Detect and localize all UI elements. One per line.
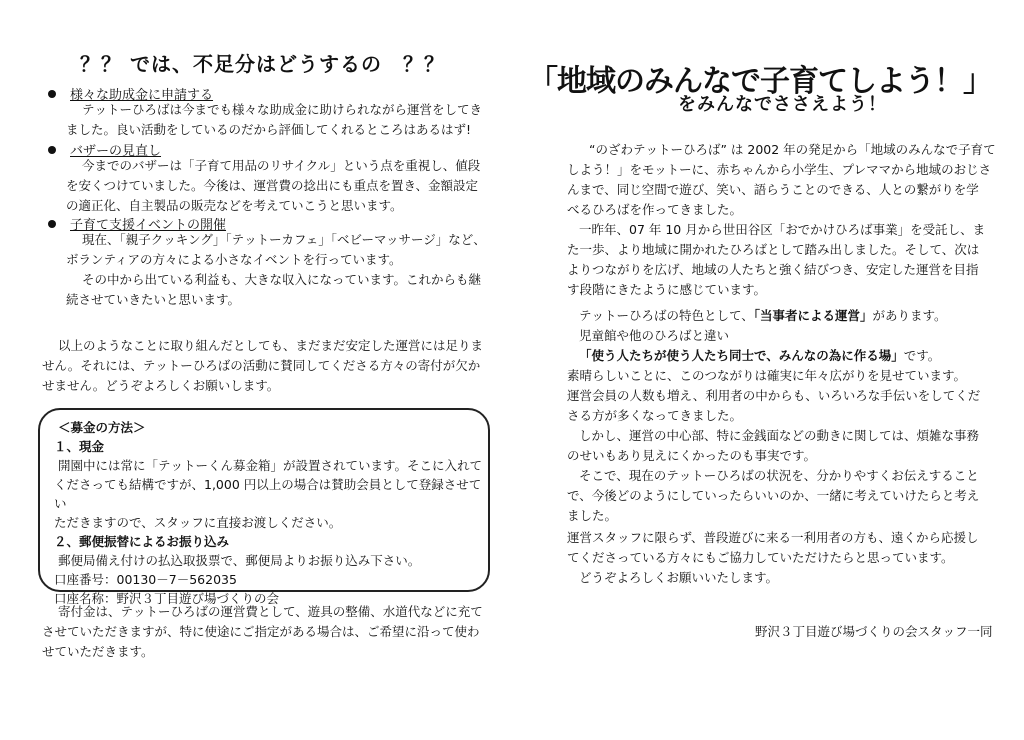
bullet-heading: 様々な助成金に申請する (70, 88, 214, 103)
paragraph: 今までのバザーは「子育て用品のリサイクル」という点を重視し、値段 を安くつけていました。今後は、運営費の捻出にも重点を置き、金額設定 の適正化、自主製品の販売などを考えていこうと思います。 (66, 158, 481, 213)
closing-paragraph: 以上のようなことに取り組んだとしても、まだまだ安定した運営には足りま せん。それには、テットーひろばの活動に賛同してくださる方々の寄付が欠か せません。どうぞよろしくお願いします。 (42, 338, 484, 393)
account-name: 口座名称：野沢３丁目遊び場づくりの会 (54, 591, 280, 606)
emphasis-text: 「当事者による運営」 (753, 308, 873, 323)
emphasis-text: 「使う人たちが使う人たち同士で、みんなの為に作る場」 (579, 348, 904, 363)
section-title: ？？ では、不足分はどうするの ？？ (80, 52, 445, 76)
bullet-dot-icon (48, 146, 56, 154)
cash-heading: １、現金 (54, 439, 105, 454)
intro-paragraph: “のざわテットーひろば” は 2002 年の発足から「地域のみんなで子育て しよう！」をモットーに、赤ちゃんから小学生、プレママから地域のおじさ んまで、同じ空間で遊び、笑い、語らうことのできる、人との繋がりを学 べるひろばを作ってきました。 一昨年、07 年 10 月から世田谷区「おでかけひろば事業」を受託し、ま た一歩、より地域に開かれたひろばとして踏み出しました。そして、次は よりつながりを広げ、地域の人たちと強く結びつき、安定した運営を目指 す段階にきたように感じています。 (567, 142, 996, 297)
account-number: 口座番号：00130－7－562035 (54, 572, 237, 587)
paragraph: テットーひろばは今までも様々な助成金に助けられながら運営をしてき ました。良い活動をしているのだから評価してくれるところはあるはず! (66, 102, 483, 137)
donation-method-box: ＜募金の方法＞ １、現金 開園中には常に「テットーくん募金箱」が設置されています。そこに入れて くださっても結構ですが、1,000 円以上の場合は賛助会員として登録させてい ただきますので、スタッフに直接お渡しください。 ２、郵便振替によるお振り込み 郵便局備え付けの払込取扱票で、郵便局よりお振り込み下さい。 口座番号：00130－7－562035 口座名称：野沢３丁目遊び場づくりの会 (38, 408, 490, 592)
paragraph: 現在、「親子クッキング」「テットーカフェ」「ベビーマッサージ」など、 ボランティアの方々による小さなイベントを行っています。 その中から出ている利益も、大きな収入になっています。これからも継 続させていきたいと思います。 (66, 232, 486, 307)
right-page (512, 0, 1024, 740)
signature: 野沢３丁目遊び場づくりの会スタッフ一同 (755, 624, 993, 639)
bullet-dot-icon (48, 90, 56, 98)
donation-method-title: ＜募金の方法＞ (58, 420, 146, 435)
footer-paragraph: 寄付金は、テットーひろばの運営費として、遊具の整備、水道代などに充て させていただきますが、特に使途にご指定がある場合は、ご希望に沿って使わ せていただきます。 (42, 604, 483, 659)
subtitle: をみんなでささえよう！ (678, 94, 887, 115)
bullet-heading: 子育て支援イベントの開催 (70, 218, 227, 233)
bullet-heading: バザーの見直し (70, 144, 162, 159)
feature-paragraph: テットーひろばの特色として、「当事者による運営」があります。 児童館や他のひろばと違い 「使う人たちが使う人たち同士で、みんなの為に作る場」です。 素晴らしいことに、このつながりは確実に年々広がりを見せています。 運営会員の人数も増え、利用者の中からも、いろいろな手伝いをしてくだ さる方が多くなってきました。 しかし、運営の中心部、特に金銭面などの動きに関しては、煩雑な事務 のせいもあり見えにくかったのも事実です。 そこで、現在のテットーひろばの状況を、分かりやすくお伝えすること で、今後どのようにしていったらいいのか、一緒に考えていけたらと考え ました。 (567, 308, 981, 523)
bullet-dot-icon (48, 220, 56, 228)
main-title: 「地域のみんなで子育てしよう！」 (528, 64, 992, 99)
closing-paragraph: 運営スタッフに限らず、普段遊びに来る一利用者の方も、遠くから応援し てくださっている方々にもご協力していただけたらと思っています。 どうぞよろしくお願いいたします。 (567, 530, 979, 585)
postal-transfer-heading: ２、郵便振替によるお振り込み (54, 534, 230, 549)
